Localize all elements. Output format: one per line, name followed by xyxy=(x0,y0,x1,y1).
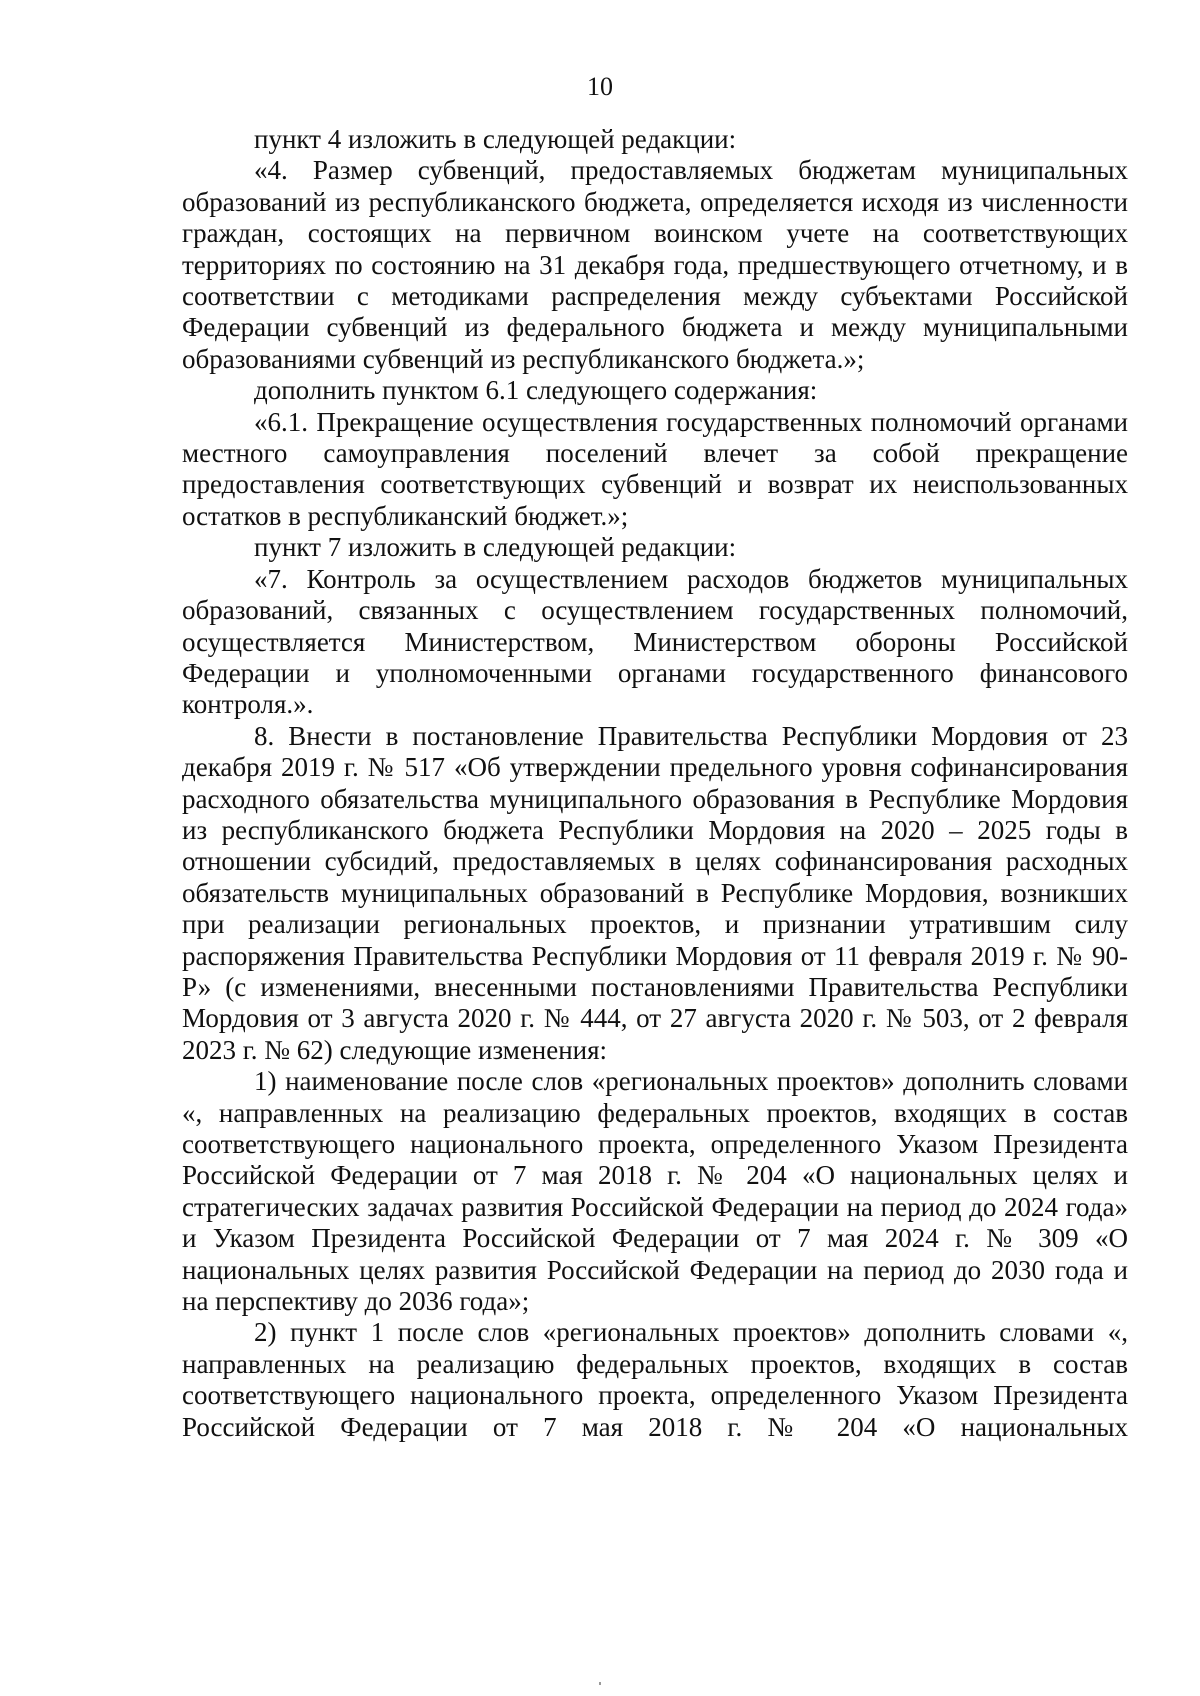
paragraph-change-1: 1) наименование после слов «региональных проектов» дополнить словами «, направленных на реализацию федеральных проектов, входящих в состав соответствующего национального проекта, определенного Указом Президента Российской Федерации от 7 мая 2018 г. № 204 «О национальных целях и стратегических задачах развития Российской Федерации на период до 2024 года» и Указом Президента Российской Федерации от 7 мая 2024 г. № 309 «О национальных целях развития Российской Федерации на период до 2030 года и на перспективу до 2036 года»; xyxy=(182,1066,1128,1317)
paragraph-item-7-intro: пункт 7 изложить в следующей редакции: xyxy=(254,532,737,563)
paragraph-item-7-text: «7. Контроль за осуществлением расходов бюджетов муниципальных образований, связанных с осуществлением государственных полномочий, осуществляется Министерством, Министерством обороны Российской Федерации и уполномоченными органами государственного финансового контроля.». xyxy=(182,563,1128,720)
document-body xyxy=(182,124,1128,1443)
paragraph-change-2: 2) пункт 1 после слов «региональных проектов» дополнить словами «, направленных на реализацию федеральных проектов, входящих в состав соответствующего национального проекта, определенного Указом Президента Российской Федерации от 7 мая 2018 г. № 204 «О национальных xyxy=(182,1317,1128,1442)
scan-speck xyxy=(599,1682,601,1685)
page-number: 10 xyxy=(587,72,613,101)
paragraph-item-4-text: «4. Размер субвенций, предоставляемых бюджетам муниципальных образований из республиканского бюджета, определяется исходя из численности граждан, состоящих на первичном воинском учете на соответствующих территориях по состоянию на 31 декабря года, предшествующего отчетному, и в соответствии с методиками распределения между субъектами Российской Федерации субвенций из федерального бюджета и между муниципальными образованиями субвенций из республиканского бюджета.»; xyxy=(182,155,1128,374)
paragraph-section-8: 8. Внести в постановление Правительства Республики Мордовия от 23 декабря 2019 г. № 517 «Об утверждении предельного уровня софинансирования расходного обязательства муниципального образования в Республике Мордовия из республиканского бюджета Республики Мордовия на 2020 – 2025 годы в отношении субсидий, предоставляемых в целях софинансирования расходных обязательств муниципальных образований в Республике Мордовия, возникших при реализации региональных проектов, и признании утратившим силу распоряжения Правительства Республики Мордовия от 11 февраля 2019 г. № 90-Р» (с изменениями, внесенными постановлениями Правительства Республики Мордовия от 3 августа 2020 г. № 444, от 27 августа 2020 г. № 503, от 2 февраля 2023 г. № 62) следующие изменения: xyxy=(182,720,1128,1065)
paragraph-item-6-1-text: «6.1. Прекращение осуществления государственных полномочий органами местного самоуправления поселений влечет за собой прекращение предоставления соответствующих субвенций и возврат их неиспользованных остатков в республиканский бюджет.»; xyxy=(182,406,1128,531)
paragraph-item-4-intro: пункт 4 изложить в следующей редакции: xyxy=(254,124,737,154)
paragraph-item-6-1-intro: дополнить пунктом 6.1 следующего содержания: xyxy=(254,375,818,406)
